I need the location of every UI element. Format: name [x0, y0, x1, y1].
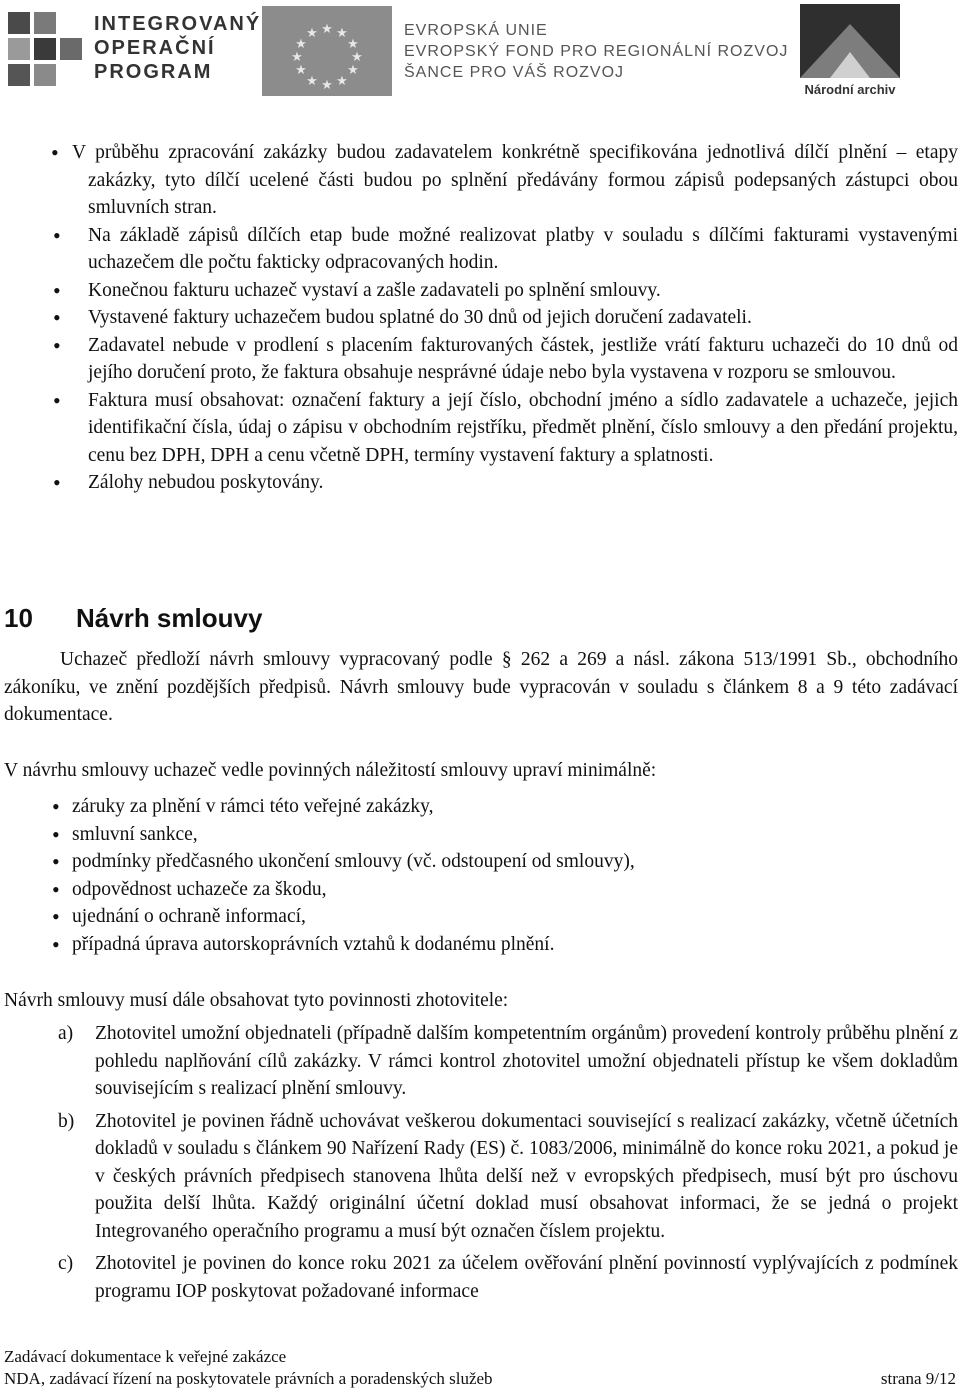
list-item-text: Zhotovitel umožní objednateli (případně dalším kompetentním orgánům) provedení kontroly průběhu plnění z pohledu naplňování cílů zakázky. V rámci kontrol zhotovitel umožní objednateli přístup ke všem dokladům souvisejícím s realizací plnění smlouvy. [95, 1023, 958, 1099]
list-item [52, 793, 912, 821]
iop-logo-icon [6, 10, 86, 90]
list-item-text: Zhotovitel je povinen řádně uchovávat veškerou dokumentaci související s realizací zakázky, včetně účetních dokladů v souladu s článkem 90 Nařízení Rady (ES) č. 1083/2006, minimálně do konce roku 2021, a pokud je v českých právních předpisech stanovena lhůta delší než v evropských předpisech, musí být pro úschovu použita delší lhůta. Každý originální účetní doklad musí obsahovat informaci, že se jedná o projekt Integrovaného operačního programu a musí být označen číslem projektu. [95, 1110, 958, 1242]
iop-logo-line: OPERAČNÍ [94, 37, 216, 59]
list-item-text: Faktura musí obsahovat: označení faktury a její číslo, obchodní jméno a sídlo zadavatele a uchazeče, jejich identifikační čísla, údaj o zápisu v obchodním rejstříku, předmět plnění, číslo smlouvy a den předání projektu, cenu bez DPH, DPH a cenu včetně DPH, termíny vystavení faktury a splatnosti. [88, 389, 958, 466]
list-item [58, 1250, 958, 1305]
svg-text:★: ★ [347, 63, 359, 78]
footer-title: Zadávací dokumentace k veřejné zakázce [4, 1347, 287, 1366]
list-item [52, 931, 912, 959]
narodni-archiv-logo [796, 4, 904, 104]
bullet-icon: • [53, 222, 61, 248]
list-item [52, 139, 958, 222]
obligations-list [58, 1020, 958, 1310]
list-item-text: odpovědnost uchazeče za škodu, [72, 878, 327, 900]
list-item [52, 821, 912, 849]
svg-text:★: ★ [291, 50, 303, 65]
narodni-archiv-label: Národní archiv [804, 82, 896, 97]
eu-flag-icon [262, 6, 392, 96]
list-item [52, 876, 912, 904]
narodni-archiv-logo-icon [800, 4, 900, 78]
obligations-paragraph: Návrh smlouvy musí dále obsahovat tyto povinnosti zhotovitele: [4, 990, 509, 1011]
bullet-icon: • [52, 876, 60, 902]
bullet-icon: • [53, 305, 61, 330]
list-item-text: smluvní sankce, [72, 823, 198, 845]
bullet-icon: • [52, 849, 60, 874]
iop-logo [6, 10, 262, 92]
list-item-text: Na základě zápisů dílčích etap bude možné realizovat platby v souladu s dílčími fakturami vystavenými uchazečem dle počtu fakticky odpracovaných hodin. [88, 224, 958, 273]
page-header [0, 0, 960, 110]
bullet-icon: • [52, 821, 60, 847]
payment-terms-list [52, 139, 958, 497]
list-item [58, 1108, 958, 1246]
svg-text:★: ★ [321, 22, 333, 37]
list-item-text: V průběhu zpracování zakázky budou zadavatelem konkrétně specifikována jednotlivá dílčí plnění – etapy zakázky, tyto dílčí ucelené části budou po splnění předávány formou zápisů podepsaných zástupci obou smluvních stran. [72, 142, 958, 218]
eu-logo-line: EVROPSKÝ FOND PRO REGIONÁLNÍ ROZVOJ [404, 43, 789, 60]
list-item [52, 387, 958, 470]
eu-logo [262, 6, 789, 96]
section-heading [4, 600, 262, 636]
svg-text:★: ★ [306, 74, 318, 89]
contract-intro-paragraph: Uchazeč předloží návrh smlouvy vypracovaný podle § 262 a 269 a násl. zákona 513/1991 Sb., obchodního zákoníku, ve znění pozdějších předpisů. Návrh smlouvy bude vypracován v souladu s článkem 8 a 9 této zadávací dokumentace. [4, 649, 958, 725]
svg-text:★: ★ [336, 26, 348, 41]
eu-logo-line: EVROPSKÁ UNIE [404, 22, 548, 39]
list-item-text: ujednání o ochraně informací, [72, 906, 306, 927]
bullet-icon: • [53, 387, 61, 413]
list-item-text: Zhotovitel je povinen do konce roku 2021 za účelem ověřování plnění povinností vyplývajících z podmínek programu IOP poskytovat požadované informace [95, 1253, 958, 1302]
iop-logo-line: INTEGROVANÝ [94, 13, 262, 35]
list-marker: c) [58, 1253, 74, 1274]
svg-text:★: ★ [295, 63, 307, 78]
list-item-text: podmínky předčasného ukončení smlouvy (vč. odstoupení od smlouvy), [72, 851, 635, 872]
list-item [52, 469, 958, 497]
svg-text:★: ★ [351, 50, 363, 65]
bullet-icon: • [52, 794, 60, 819]
section-title: Návrh smlouvy [76, 603, 263, 633]
list-item [52, 848, 912, 876]
list-item [52, 304, 958, 332]
list-item-text: záruky za plnění v rámci této veřejné zakázky, [72, 796, 434, 817]
list-item [58, 1020, 958, 1103]
list-item-text: případná úprava autorskoprávních vztahů k dodanému plnění. [72, 933, 555, 955]
bullet-icon: • [52, 931, 60, 957]
svg-text:★: ★ [336, 74, 348, 89]
contract-requirements-list [52, 793, 912, 958]
list-item [52, 277, 958, 305]
svg-text:★: ★ [295, 37, 307, 52]
page-footer [4, 1346, 956, 1390]
list-item-text: Vystavené faktury uchazečem budou splatné do 30 dnů od jejich doručení zadavateli. [88, 307, 752, 328]
page-number: strana 9/12 [880, 1369, 956, 1388]
list-marker: b) [58, 1110, 75, 1132]
list-item-text: Zadavatel nebude v prodlení s placením fakturovaných částek, jestliže vrátí fakturu uchazeči do 10 dnů od jejího doručení proto, že faktura obsahuje nesprávné údaje nebo byla vystavena v rozporu se smlouvou. [88, 334, 958, 383]
list-item-text: Zálohy nebudou poskytovány. [88, 472, 324, 493]
list-marker: a) [58, 1023, 74, 1044]
svg-text:★: ★ [321, 78, 333, 93]
list-item-text: Konečnou fakturu uchazeč vystaví a zašle zadavateli po splnění smlouvy. [88, 279, 661, 301]
footer-subtitle: NDA, zadávací řízení na poskytovatele právních a poradenských služeb [4, 1369, 493, 1388]
list-item [52, 903, 912, 931]
bullet-icon: • [51, 140, 59, 165]
iop-logo-line: PROGRAM [94, 61, 213, 83]
bullet-icon: • [52, 904, 60, 929]
section-number: 10 [4, 603, 33, 633]
svg-text:★: ★ [347, 37, 359, 52]
list-item [52, 222, 958, 277]
footer-subtitle-row [4, 1368, 956, 1390]
eu-logo-line: ŠANCE PRO VÁŠ ROZVOJ [404, 64, 625, 81]
svg-text:★: ★ [306, 26, 318, 41]
bullet-icon: • [53, 470, 61, 495]
bullet-icon: • [53, 332, 61, 358]
bullet-icon: • [53, 277, 61, 303]
list-item [52, 332, 958, 387]
contract-requirements-paragraph: V návrhu smlouvy uchazeč vedle povinných náležitostí smlouvy upraví minimálně: [4, 760, 657, 781]
